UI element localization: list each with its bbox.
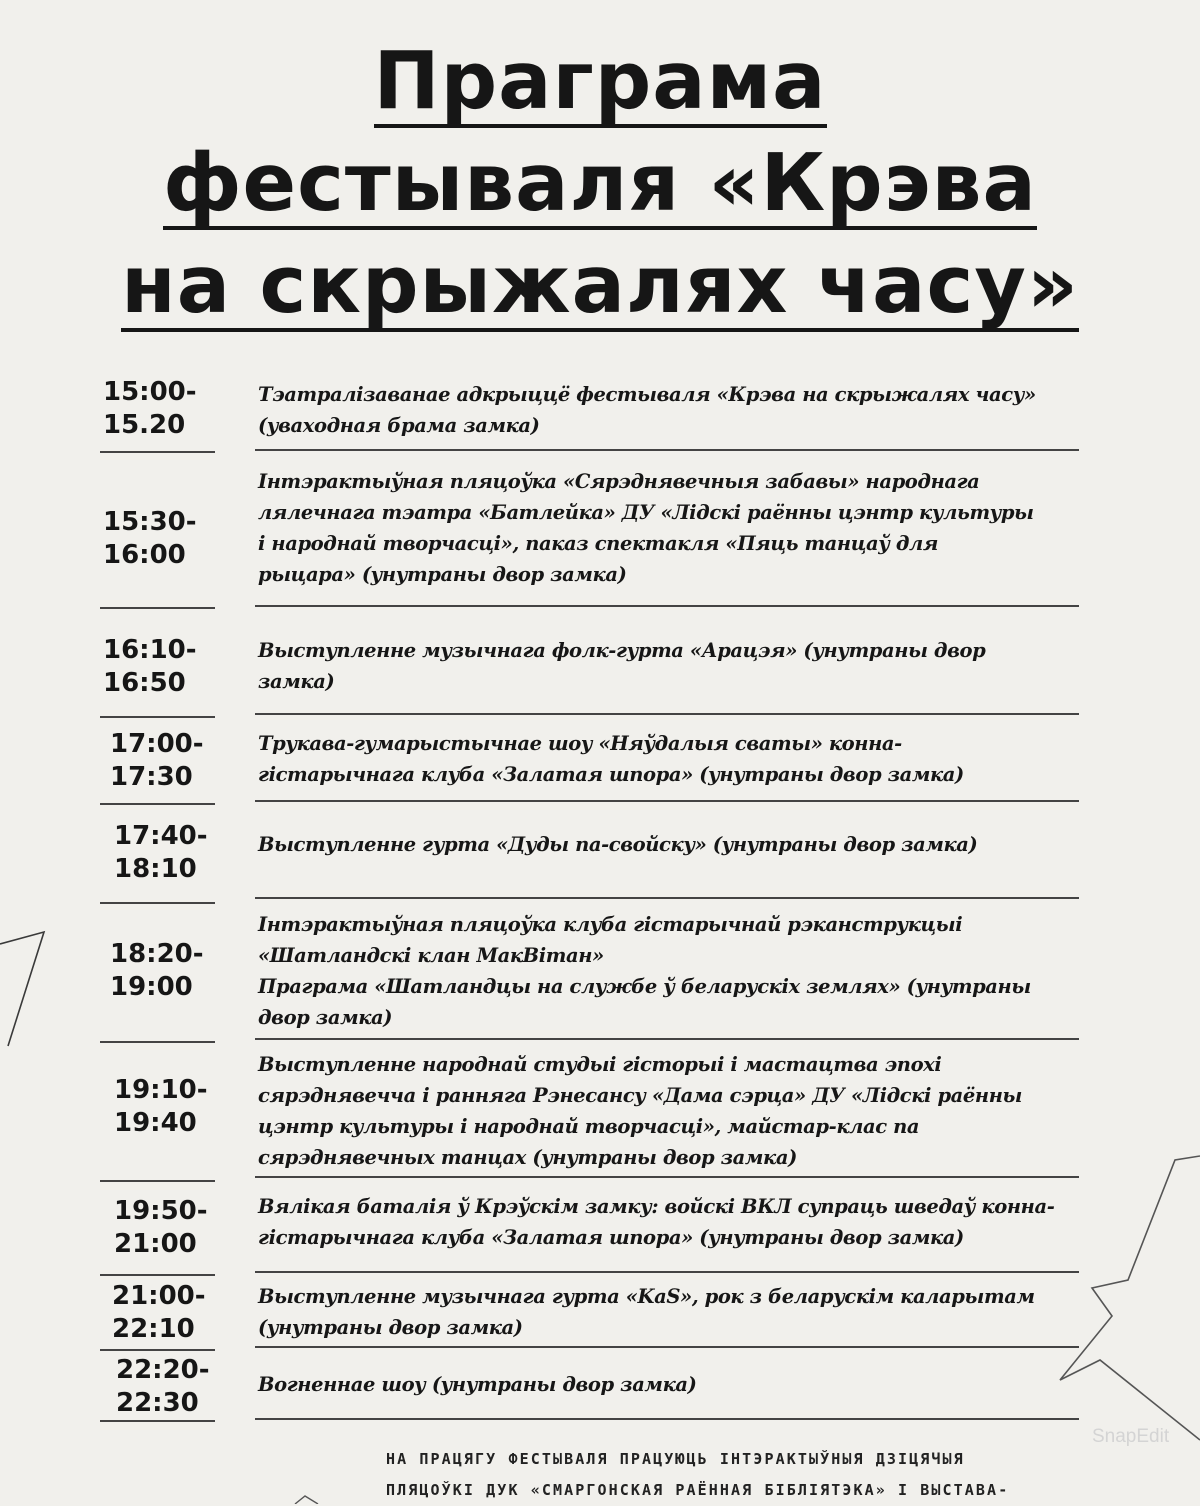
schedule-time: 21:00- 22:10: [112, 1281, 206, 1344]
divider: [100, 1041, 215, 1043]
divider: [255, 1271, 1079, 1273]
divider: [100, 902, 215, 904]
schedule-description: Трукава-гумарыстычнае шоу «Няўдалыя сваты» конна- гістарычнага клуба «Залатая шпора» (унутраны двор замка): [258, 732, 964, 786]
divider: [255, 1346, 1079, 1348]
schedule-description: Вялікая баталія ў Крэўскім замку: войскі ВКЛ супраць шведаў конна- гістарычнага клуба «Залатая шпора» (унутраны двор замка): [258, 1195, 1055, 1249]
schedule-time: 15:00- 15.20: [103, 377, 197, 440]
divider: [100, 1420, 215, 1422]
divider: [100, 451, 215, 453]
watermark: SnapEdit: [1092, 1426, 1170, 1447]
divider: [100, 716, 215, 718]
schedule-description: Тэатралізаванае адкрыццё фестываля «Крэва на скрыжалях часу» (уваходная брама замка): [258, 383, 1036, 437]
schedule-time: 16:10- 16:50: [103, 635, 197, 698]
divider: [255, 605, 1079, 607]
divider: [100, 1274, 215, 1276]
divider: [100, 1180, 215, 1182]
divider: [255, 713, 1079, 715]
divider: [100, 803, 215, 805]
divider: [255, 1038, 1079, 1040]
divider: [255, 449, 1079, 451]
schedule-description: Выступленне народнай студыі гісторыі і мастацтва эпохі сярэднявечча і ранняга Рэнесансу «Дама сэрца» ДУ «Лідскі раённы цэнтр культуры і народнай творчасці», майстар-клас па сярэднявечных танцах (унутраны двор замка): [258, 1053, 1022, 1169]
schedule-description: Вогненнае шоу (унутраны двор замка): [258, 1373, 697, 1396]
divider: [255, 800, 1079, 802]
divider: [255, 1176, 1079, 1178]
footer-note: НА ПРАЦЯГУ ФЕСТЫВАЛЯ ПРАЦУЮЦЬ ІНТЭРАКТЫЎНЫЯ ДЗІЦЯЧЫЯ ПЛЯЦОЎКІ ДУК «СМАРГОНСКАЯ РАЁННАЯ БІБЛІЯТЭКА» І ВЫСТАВА-: [386, 1450, 1010, 1499]
title-line-3: на скрыжалях часу»: [121, 239, 1079, 331]
schedule-description: Выступленне музычнага фолк-гурта «Арацэя» (унутраны двор замка): [258, 639, 986, 693]
title-line-2: фестываля «Крэва: [163, 137, 1037, 229]
schedule-time: 22:20- 22:30: [116, 1355, 210, 1418]
schedule-description: Інтэрактыўная пляцоўка клуба гістарычнай рэканструкцыі «Шатландскі клан МакВітан» Праграма «Шатландцы на службе ў беларускіх землях» (унутраны двор замка): [258, 913, 1031, 1029]
schedule-time: 19:10- 19:40: [114, 1075, 208, 1138]
schedule-time: 18:20- 19:00: [110, 939, 204, 1002]
schedule-time: 17:40- 18:10: [114, 821, 208, 884]
schedule-description: Выступленне гурта «Дуды па-свойску» (унутраны двор замка): [258, 833, 978, 856]
schedule-description: Інтэрактыўная пляцоўка «Сярэднявечныя забавы» народнага лялечнага тэатра «Батлейка» ДУ «Лідскі раённы цэнтр культуры і народнай творчасці», паказ спектакля «Пяць танцаў для рыцара» (унутраны двор замка): [258, 470, 1034, 586]
schedule-description: Выступленне музычнага гурта «KaS», рок з беларускім каларытам (унутраны двор замка): [258, 1285, 1035, 1339]
page-title: [0, 30, 1200, 336]
title-line-1: Праграма: [373, 35, 827, 127]
divider: [255, 1418, 1079, 1420]
divider: [100, 607, 215, 609]
schedule-time: 17:00- 17:30: [110, 729, 204, 792]
schedule-time: 19:50- 21:00: [114, 1196, 208, 1259]
divider: [100, 1349, 215, 1351]
schedule-time: 15:30- 16:00: [103, 507, 197, 570]
divider: [255, 897, 1079, 899]
